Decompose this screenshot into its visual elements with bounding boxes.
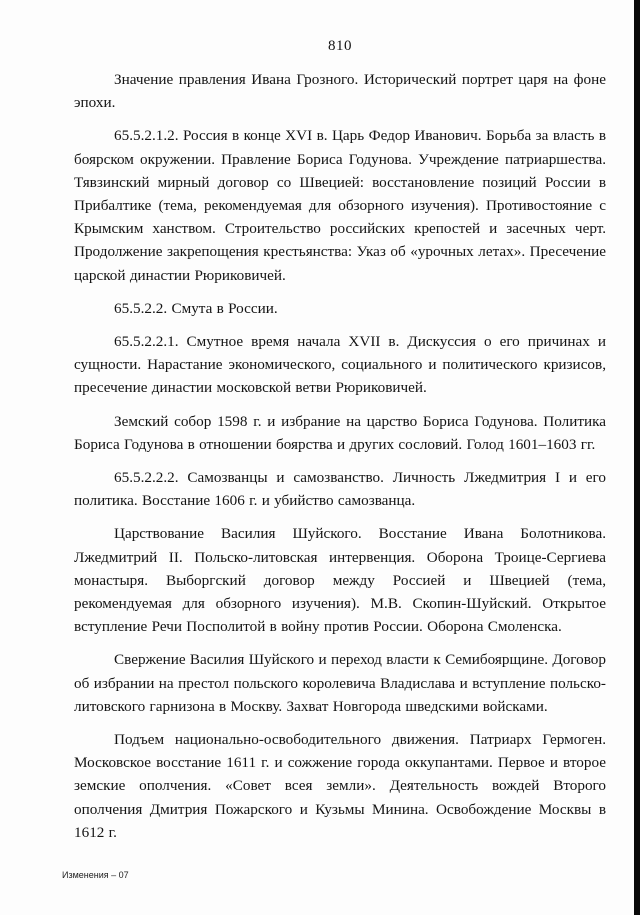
paragraph-ivan-grozny-significance: Значение правления Ивана Грозного. Исторический портрет царя на фоне эпохи.: [74, 71, 606, 112]
page-number: 810: [328, 38, 352, 54]
footer-revision-note: Изменения – 07: [62, 870, 129, 880]
document-body: [74, 68, 606, 854]
paragraph-national-liberation: Подъем национально-освободительного движения. Патриарх Гермоген. Московское восстание 1611 г. и сожжение города оккупантами. Первое и второе земские ополчения. «Совет всея земли». Деятельность вождей Второго ополчения Дмитрия Пожарского и Кузьмы Минина. Освобождение Москвы в 1612 г.: [74, 731, 606, 841]
paragraph-russia-late-16th-century: 65.5.2.1.2. Россия в конце XVI в. Царь Федор Иванович. Борьба за власть в боярском окружении. Правление Бориса Годунова. Учреждение патриаршества. Тявзинский мирный договор со Швецией: восстановление позиций России в Прибалтике (тема, рекомендуемая для обзорного изучения). Противостояние с Крымским ханством. Строительство российских крепостей и засечных черт. Продолжение закрепощения крестьянства: Указ об «урочных летах». Пресечение царской династии Рюриковичей.: [74, 127, 606, 284]
paragraph-vasily-shuisky-reign: Царствование Василия Шуйского. Восстание Ивана Болотникова. Лжедмитрий II. Польско-литовская интервенция. Оборона Троице-Сергиева монастыря. Выборгский договор между Россией и Швецией (тема, рекомендуемая для обзорного изучения). М.В. Скопин-Шуйский. Открытое вступление Речи Посполитой в войну против России. Оборона Смоленска.: [74, 525, 606, 636]
scan-edge-border: [634, 0, 640, 915]
paragraph-seven-boyars: Свержение Василия Шуйского и переход власти к Семибоярщине. Договор об избрании на престол польского королевича Владислава и вступление польско-литовского гарнизона в Москву. Захват Новгорода шведскими войсками.: [74, 651, 606, 715]
paragraph-impostors: 65.5.2.2.2. Самозванцы и самозванство. Личность Лжедмитрия I и его политика. Восстание 1606 г. и убийство самозванца.: [74, 469, 606, 510]
paragraph-time-of-troubles-causes: 65.5.2.2.1. Смутное время начала XVII в. Дискуссия о его причинах и сущности. Нарастание экономического, социального и политического кризисов, пресечение династии московской ветви Рюриковичей.: [74, 333, 606, 397]
paragraph-zemsky-sobor-1598: Земский собор 1598 г. и избрание на царство Бориса Годунова. Политика Бориса Годунова в отношении боярства и других сословий. Голод 1601–1603 гг.: [74, 412, 606, 453]
paragraph-time-of-troubles-heading: 65.5.2.2. Смута в России.: [114, 299, 278, 317]
